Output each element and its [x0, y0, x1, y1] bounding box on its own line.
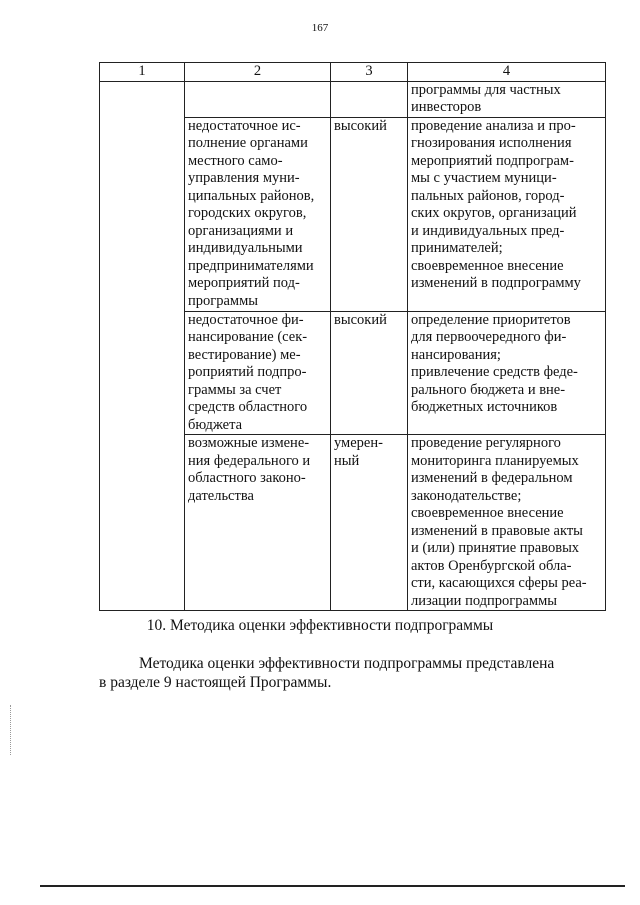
cell-col2: возможные измене- ния федерального и областного законо- дательства — [185, 435, 331, 611]
header-cell-3: 3 — [331, 63, 408, 82]
cell-col2: недостаточное фи- нансирование (сек- вестирование) ме- роприятий подпро- граммы за счет средств областного бюджета — [185, 311, 331, 435]
table-row — [100, 81, 606, 117]
cell-col2: недостаточное ис- полнение органами местного само- управления муни- ципальных районов, городских округов, организациями и индивидуальными предпринимателями мероприятий под- программы — [185, 117, 331, 311]
cell-col3: высокий — [331, 311, 408, 435]
section-title: 10. Методика оценки эффективности подпрограммы — [146, 617, 494, 634]
risk-table — [99, 62, 606, 611]
table-header-row — [100, 63, 606, 82]
cell-col3: умерен- ный — [331, 435, 408, 611]
header-cell-1: 1 — [100, 63, 185, 82]
cell-col4: проведение анализа и про- гнозирования исполнения мероприятий подпрограм- мы с участием муници- пальных районов, город- ских округов, организаций и индивидуальных пред- принимателей; своевременное внесение изменений в подпрограмму — [408, 117, 606, 311]
scan-margin-mark — [10, 705, 13, 755]
cell-col3: высокий — [331, 117, 408, 311]
header-cell-2: 2 — [185, 63, 331, 82]
cell-col1 — [100, 81, 185, 611]
header-cell-4: 4 — [408, 63, 606, 82]
page-number: 167 — [311, 22, 329, 34]
cell-col3 — [331, 81, 408, 117]
cell-col2 — [185, 81, 331, 117]
body-paragraph: Методика оценки эффективности подпрограммы представлена в разделе 9 настоящей Программы. — [99, 655, 555, 691]
cell-col4: проведение регулярного мониторинга планируемых изменений в федеральном законодательстве; своевременное внесение изменений в правовые акты и (или) принятие правовых актов Оренбургской обла- сти, касающихся сферы реа- лизации подпрограммы — [408, 435, 606, 611]
cell-col4: определение приоритетов для первоочередного фи- нансирования; привлечение средств феде- рального бюджета и вне- бюджетных источников — [408, 311, 606, 435]
cell-col4: программы для частных инвесторов — [408, 81, 606, 117]
bottom-rule — [40, 885, 625, 887]
